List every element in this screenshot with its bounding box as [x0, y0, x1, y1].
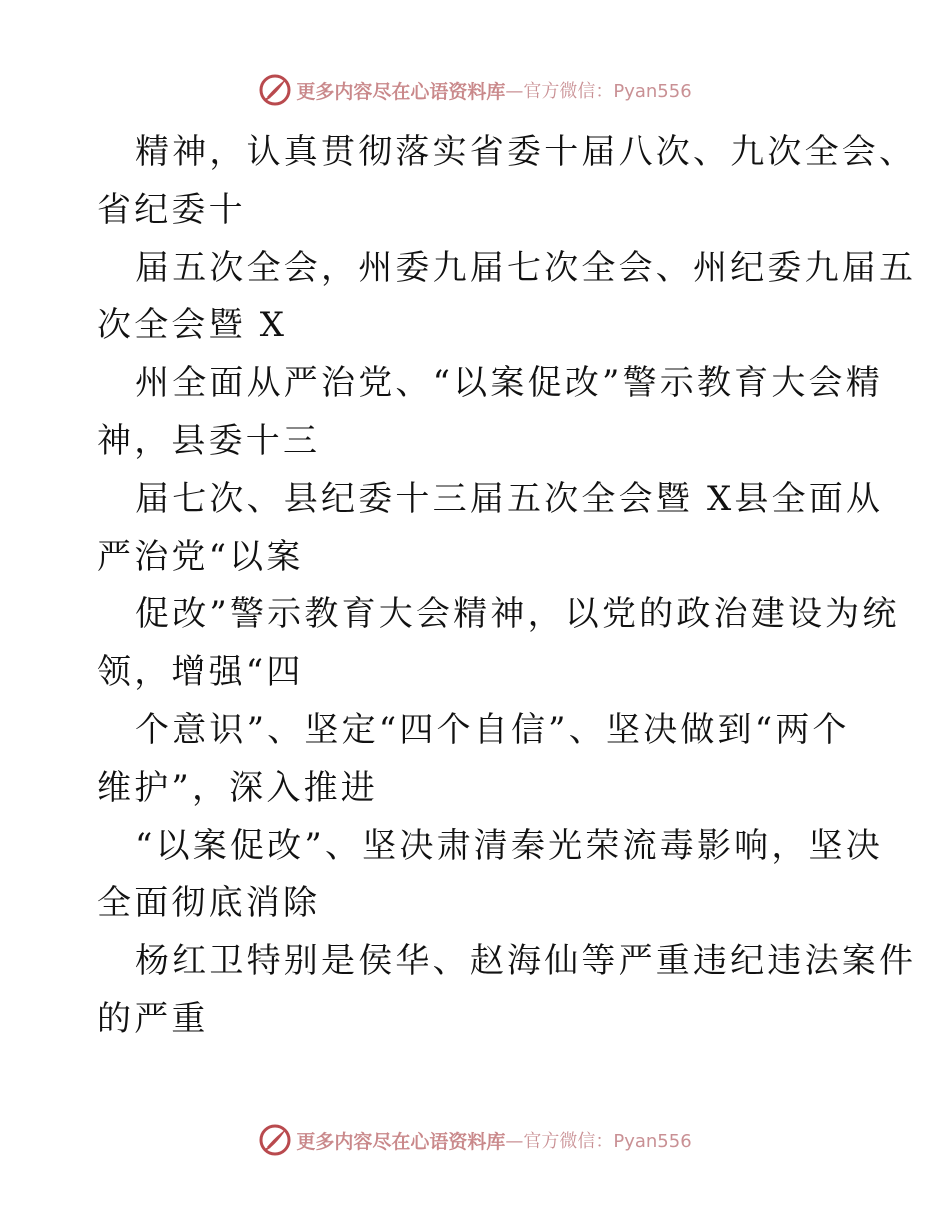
- text-line: 州全面从严治党、“以案促改”警示教育大会精: [135, 363, 883, 404]
- header-watermark: [0, 70, 950, 110]
- text-line: 届七次、县纪委十三届五次全会暨 X县全面从: [135, 478, 884, 519]
- text-line: “以案促改”、坚决肃清秦光荣流毒影响，坚决: [135, 825, 883, 866]
- text-line: 领，增强“四: [97, 652, 304, 693]
- quill-logo-icon: [258, 1123, 292, 1157]
- document-body: [97, 124, 917, 1049]
- quill-logo-icon: [258, 73, 292, 107]
- text-line: 个意识”、坚定“四个自信”、坚决做到“两个: [135, 709, 850, 750]
- text-line: 精神，认真贯彻落实省委十届八次、九次全会、: [135, 132, 917, 172]
- footer-watermark: [0, 1120, 950, 1160]
- text-line: 省纪委十: [97, 189, 246, 230]
- watermark-main-text: 更多内容尽在心语资料库: [296, 1130, 506, 1153]
- watermark-main-text: 更多内容尽在心语资料库: [296, 80, 506, 103]
- watermark-wechat-text: —官方微信：Pyan556: [505, 81, 692, 102]
- watermark-wechat-text: —官方微信：Pyan556: [505, 1131, 692, 1152]
- text-line: 届五次全会，州委九届七次全会、州纪委九届五: [135, 247, 917, 288]
- text-line: 次全会暨 X: [97, 305, 288, 346]
- text-line: 全面彻底消除: [97, 883, 321, 924]
- text-line: 严治党“以案: [97, 536, 304, 577]
- text-line: 杨红卫特别是侯华、赵海仙等严重违纪违法案件: [135, 941, 917, 982]
- text-line: 的严重: [97, 998, 209, 1039]
- text-line: 维护”，深入推进: [97, 767, 378, 808]
- text-line: 促改”警示教育大会精神，以党的政治建设为统: [135, 594, 900, 635]
- text-line: 神，县委十三: [97, 420, 321, 461]
